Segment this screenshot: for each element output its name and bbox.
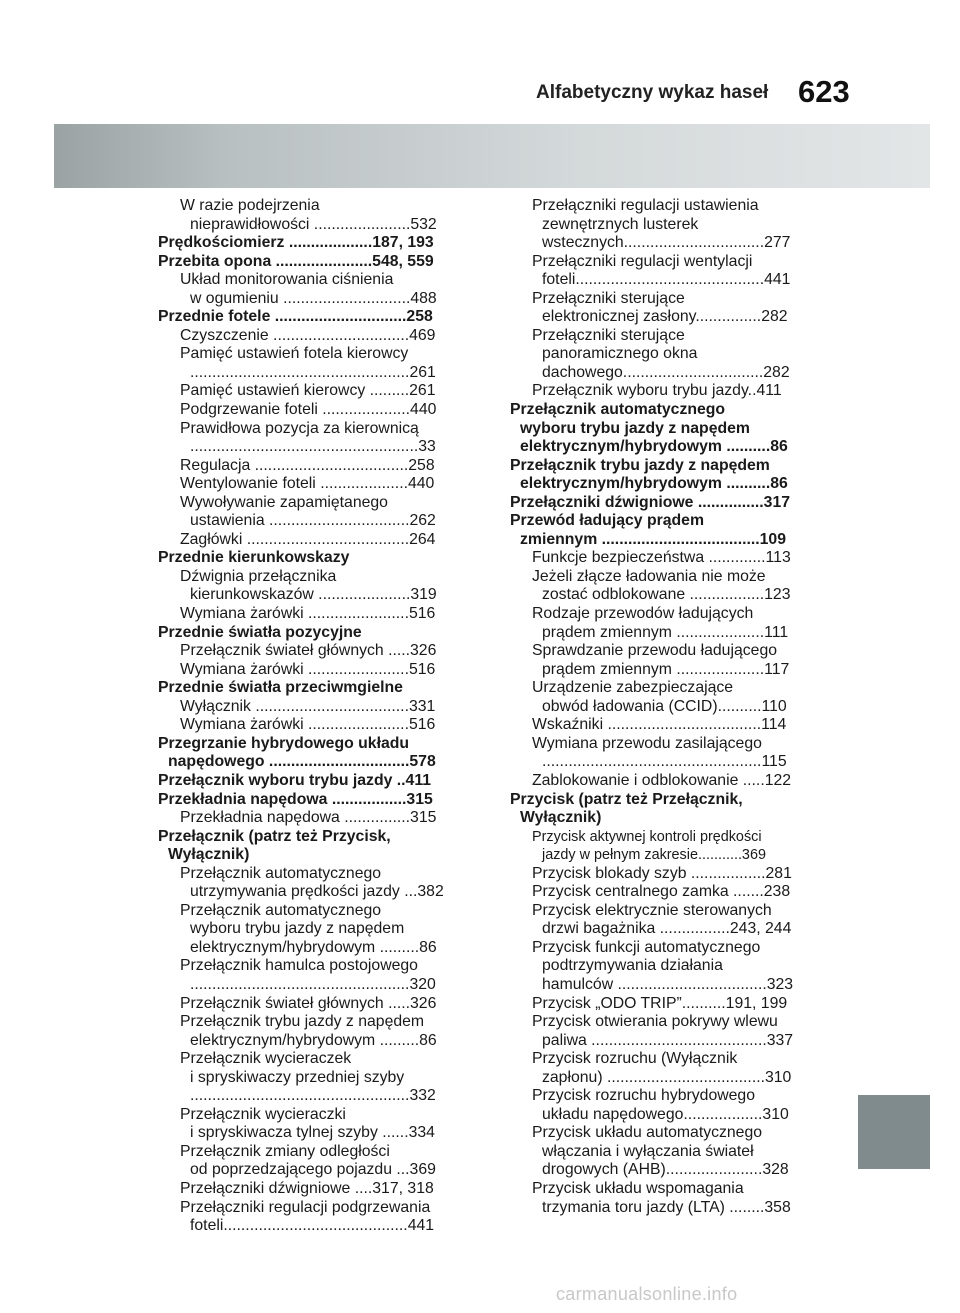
index-line: obwód ładowania (CCID)..........110 — [542, 697, 787, 715]
index-line: Przednie kierunkowskazy — [158, 549, 350, 567]
index-line: Wymiana żarówki .......................516 — [180, 716, 436, 734]
index-line: elektrycznym/hybrydowym .........86 — [190, 938, 437, 956]
index-line: Przycisk centralnego zamka .......238 — [532, 883, 791, 901]
index-subentry — [510, 1087, 824, 1124]
index-line: Przewód ładujący prądem — [510, 512, 705, 530]
index-subentry — [510, 772, 824, 791]
index-line: Dźwignia przełącznika — [180, 567, 337, 585]
index-line: drogowych (AHB)......................328 — [542, 1161, 789, 1179]
index-subentry — [510, 883, 824, 902]
index-line: wyboru trybu jazdy z napędem — [520, 419, 750, 437]
index-entry — [158, 253, 472, 272]
index-line: prądem zmiennym ....................111 — [542, 623, 789, 641]
index-line: Przełączniki dźwigniowe ....317, 318 — [180, 1179, 434, 1197]
index-entry — [158, 549, 472, 568]
index-line: Przycisk otwierania pokrywy wlewu — [532, 1013, 778, 1031]
index-line: utrzymywania prędkości jazdy ...382 — [190, 883, 444, 901]
index-line: foteli..........................................441 — [190, 1217, 435, 1235]
index-line: Przekładnia napędowa .................315 — [158, 790, 433, 808]
index-entry — [158, 791, 472, 810]
index-subentry — [158, 809, 472, 828]
index-line: Wymiana żarówki .......................516 — [180, 605, 436, 623]
index-line: podtrzymywania działania — [542, 957, 723, 975]
index-entry — [158, 624, 472, 643]
index-column-right — [510, 197, 824, 1217]
index-line: Czyszczenie ...............................469 — [180, 326, 436, 344]
index-subentry — [510, 382, 824, 401]
index-line: Przełącznik trybu jazdy z napędem — [180, 1013, 425, 1031]
index-line: Przycisk funkcji automatycznego — [532, 938, 761, 956]
index-line: Wentylowanie foteli ....................440 — [180, 475, 435, 493]
index-line: Przegrzanie hybrydowego układu — [158, 734, 410, 752]
index-line: foteli...........................................441 — [542, 271, 791, 289]
index-subentry — [158, 605, 472, 624]
index-line: Jeżeli złącze ładowania nie może — [532, 567, 766, 585]
index-line: W razie podejrzenia — [180, 197, 320, 214]
index-subentry — [158, 957, 472, 994]
index-line: Przednie fotele ..............................258 — [158, 308, 433, 326]
index-line: Przełącznik automatycznego — [180, 864, 382, 882]
index-line: nieprawidłowości ......................532 — [190, 215, 437, 233]
index-subentry — [510, 1124, 824, 1180]
index-line: Prędkościomierz ...................187, 193 — [158, 234, 434, 252]
index-subentry — [158, 457, 472, 476]
index-line: Podgrzewanie foteli ....................440 — [180, 401, 437, 419]
index-line: ..................................................115 — [542, 753, 787, 771]
index-subentry — [510, 642, 824, 679]
index-subentry — [510, 995, 824, 1014]
index-line: zostać odblokowane .................123 — [542, 586, 791, 604]
index-line: trzymania toru jazdy (LTA) ........358 — [542, 1198, 791, 1216]
header-band — [54, 124, 930, 188]
index-line: Przełącznik zmiany odległości — [180, 1142, 390, 1160]
index-line: Przełącznik wyboru trybu jazdy ..411 — [158, 771, 432, 789]
index-subentry — [158, 494, 472, 531]
index-line: Sprawdzanie przewodu ładującego — [532, 642, 778, 660]
index-entry — [158, 735, 472, 772]
index-line: ..................................................332 — [190, 1087, 436, 1105]
index-line: od poprzedzającego pojazdu ...369 — [190, 1161, 436, 1179]
index-line: Przełącznik hamulca postojowego — [180, 957, 418, 975]
index-line: Regulacja ...................................258 — [180, 456, 435, 474]
index-line: panoramicznego okna — [542, 345, 698, 363]
index-subentry — [158, 698, 472, 717]
index-subentry — [158, 345, 472, 382]
index-line: prądem zmiennym ....................117 — [542, 660, 790, 678]
page-number: 623 — [798, 74, 850, 109]
index-subentry — [158, 995, 472, 1014]
index-line: zmiennym ....................................109 — [520, 530, 786, 548]
index-subentry — [510, 197, 824, 253]
index-line: Przycisk aktywnej kontroli prędkości — [532, 828, 762, 845]
index-line: Przełącznik automatycznego — [180, 901, 382, 919]
index-line: Wskaźniki ...................................114 — [532, 716, 787, 734]
index-subentry — [510, 939, 824, 995]
index-line: Przełącznik wycieraczek — [180, 1050, 352, 1068]
index-subentry — [158, 568, 472, 605]
index-line: Układ monitorowania ciśnienia — [180, 271, 394, 289]
index-line: jazdy w pełnym zakresie...........369 — [542, 847, 766, 864]
index-line: Rodzaje przewodów ładujących — [532, 605, 754, 623]
index-line: elektrycznym/hybrydowym ..........86 — [520, 475, 788, 493]
index-line: Przebita opona ......................548, 559 — [158, 252, 434, 270]
index-line: Pamięć ustawień kierowcy .........261 — [180, 382, 436, 400]
index-subentry — [158, 327, 472, 346]
index-subentry — [158, 1199, 472, 1236]
index-subentry — [510, 568, 824, 605]
index-line: Przycisk elektrycznie sterowanych — [532, 901, 772, 919]
index-subentry — [510, 327, 824, 383]
index-line: elektronicznej zasłony...............282 — [542, 308, 788, 326]
index-subentry — [158, 1180, 472, 1199]
index-line: ....................................................33 — [190, 438, 436, 456]
index-line: Przycisk rozruchu (Wyłącznik — [532, 1050, 738, 1068]
index-entry — [158, 772, 472, 791]
index-line: Funkcje bezpieczeństwa .............113 — [532, 549, 791, 567]
index-line: Przełączniki regulacji ustawienia — [532, 197, 759, 214]
section-title: Alfabetyczny wykaz haseł — [536, 82, 769, 103]
index-line: Wymiana żarówki .......................516 — [180, 660, 436, 678]
index-entry — [158, 828, 472, 865]
index-line: Przełączniki regulacji wentylacji — [532, 252, 753, 270]
index-line: Przycisk układu automatycznego — [532, 1124, 763, 1142]
index-line: ustawienia ................................262 — [190, 512, 436, 530]
index-line: zewnętrznych lusterek — [542, 215, 699, 233]
index-subentry — [158, 271, 472, 308]
index-line: Zagłówki .....................................264 — [180, 530, 436, 548]
index-line: paliwa ........................................337 — [542, 1031, 794, 1049]
index-subentry — [510, 1013, 824, 1050]
index-subentry — [158, 902, 472, 958]
index-line: i spryskiwacza tylnej szyby ......334 — [190, 1124, 435, 1142]
index-subentry — [510, 865, 824, 884]
index-line: Zablokowanie i odblokowanie .....122 — [532, 771, 792, 789]
index-line: Przełącznik wyboru trybu jazdy..411 — [532, 382, 782, 400]
index-subentry — [510, 735, 824, 772]
index-column-left — [158, 197, 472, 1236]
index-line: Przełącznik automatycznego — [510, 401, 726, 419]
index-line: Wyłącznik) — [168, 846, 250, 864]
index-subentry — [510, 290, 824, 327]
index-line: dachowego................................282 — [542, 363, 790, 381]
index-line: Przednie światła pozycyjne — [158, 623, 362, 641]
index-line: Przełącznik (patrz też Przycisk, — [158, 827, 391, 845]
index-line: hamulców ..................................323 — [542, 975, 794, 993]
index-subentry — [158, 661, 472, 680]
index-subentry — [158, 865, 472, 902]
index-subentry — [158, 197, 472, 234]
index-subentry — [158, 1013, 472, 1050]
index-line: zapłonu) ....................................310 — [542, 1068, 792, 1086]
index-subentry — [158, 420, 472, 457]
index-line: Przełączniki sterujące — [532, 326, 685, 344]
index-line: Przycisk układu wspomagania — [532, 1179, 744, 1197]
index-line: drzwi bagażnika ................243, 244 — [542, 920, 792, 938]
index-subentry — [510, 253, 824, 290]
index-line: kierunkowskazów .....................319 — [190, 586, 437, 604]
index-line: Przełącznik wycieraczki — [180, 1105, 346, 1123]
index-line: elektrycznym/hybrydowym .........86 — [190, 1031, 437, 1049]
index-line: Przycisk „ODO TRIP”..........191, 199 — [532, 994, 788, 1012]
index-line: Pamięć ustawień fotela kierowcy — [180, 345, 409, 363]
index-line: wstecznych................................277 — [542, 234, 791, 252]
index-entry — [158, 234, 472, 253]
index-line: Wywoływanie zapamiętanego — [180, 493, 388, 511]
index-subentry — [158, 401, 472, 420]
index-line: Przełącznik świateł głównych .....326 — [180, 642, 437, 660]
index-subentry — [158, 531, 472, 550]
index-entry — [510, 494, 824, 513]
index-subentry — [510, 1050, 824, 1087]
index-line: w ogumieniu .............................488 — [190, 289, 437, 307]
index-line: Przekładnia napędowa ...............315 — [180, 809, 437, 827]
index-subentry — [158, 382, 472, 401]
index-subentry — [510, 828, 824, 865]
index-line: układu napędowego..................310 — [542, 1105, 789, 1123]
index-entry — [510, 512, 824, 549]
index-line: Przednie światła przeciwmgielne — [158, 679, 403, 697]
watermark: carmanualsonline.info — [556, 1284, 738, 1304]
index-subentry — [510, 716, 824, 735]
index-line: Prawidłowa pozycja za kierownicą — [180, 419, 419, 437]
index-subentry — [158, 1050, 472, 1106]
index-entry — [510, 791, 824, 828]
index-line: napędowego ................................578 — [168, 753, 436, 771]
index-line: Przycisk (patrz też Przełącznik, — [510, 790, 743, 808]
index-entry — [510, 457, 824, 494]
index-line: wyboru trybu jazdy z napędem — [190, 920, 405, 938]
index-subentry — [158, 642, 472, 661]
index-subentry — [510, 679, 824, 716]
index-line: Urządzenie zabezpieczające — [532, 679, 734, 697]
index-line: Wyłącznik ...................................331 — [180, 697, 436, 715]
index-line: ..................................................320 — [190, 975, 436, 993]
index-subentry — [510, 1180, 824, 1217]
index-line: Przełącznik świateł głównych .....326 — [180, 994, 437, 1012]
index-subentry — [510, 605, 824, 642]
index-line: Przełączniki dźwigniowe ...............317 — [510, 493, 791, 511]
index-subentry — [510, 549, 824, 568]
index-subentry — [158, 716, 472, 735]
index-line: włączania i wyłączania świateł — [542, 1142, 754, 1160]
index-line: elektrycznym/hybrydowym ..........86 — [520, 438, 788, 456]
index-subentry — [510, 902, 824, 939]
index-line: Przycisk blokady szyb .................281 — [532, 864, 792, 882]
index-subentry — [158, 1143, 472, 1180]
index-subentry — [158, 475, 472, 494]
index-line: Wymiana przewodu zasilającego — [532, 734, 762, 752]
index-line: i spryskiwaczy przedniej szyby — [190, 1068, 405, 1086]
index-line: Przełączniki regulacji podgrzewania — [180, 1198, 431, 1216]
section-tab — [858, 1095, 930, 1169]
index-line: Wyłącznik) — [520, 809, 602, 827]
index-line: Przełączniki sterujące — [532, 289, 685, 307]
index-entry — [158, 308, 472, 327]
index-line: Przycisk rozruchu hybrydowego — [532, 1087, 755, 1105]
index-line: Przełącznik trybu jazdy z napędem — [510, 456, 770, 474]
index-entry — [158, 679, 472, 698]
index-subentry — [158, 1106, 472, 1143]
index-entry — [510, 401, 824, 457]
index-line: ..................................................261 — [190, 363, 436, 381]
